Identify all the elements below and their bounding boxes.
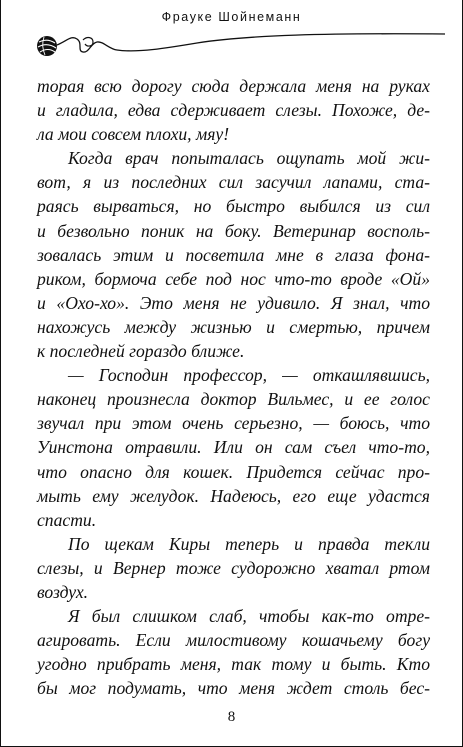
text-line: воздух. xyxy=(37,581,89,602)
text-line: и гладила, едва сдерживает слезы. Похоже, де- xyxy=(37,100,430,121)
text-line: что опасно для кошек. Придется сейчас про- xyxy=(37,461,430,482)
text-line: Когда врач попыталась ощупать мой жи- xyxy=(68,148,430,169)
text-line: агировать. Если милостивому кошачьему богу xyxy=(37,630,430,651)
running-header-author: Фрауке Шойнеманн xyxy=(161,10,302,24)
text-line: — Господин профессор, — откашлявшись, xyxy=(68,365,430,386)
text-line: торая всю дорогу сюда держала меня на руках xyxy=(37,76,430,96)
text-line: к последней гораздо ближе. xyxy=(37,341,245,362)
text-line: звучал при этом очень серьезно, — боюсь, что xyxy=(37,413,430,434)
text-line: угодно прибрать меня, так тому и быть. Кто xyxy=(37,654,430,675)
text-line: и безвольно поник на боку. Ветеринар восполь- xyxy=(37,220,430,241)
body-text xyxy=(37,74,430,700)
text-line: спасти. xyxy=(37,509,97,530)
yarn-ball-icon xyxy=(27,31,447,61)
text-line: Уинстона отравили. Или он сам съел что-то, xyxy=(37,437,430,458)
page-number: 8 xyxy=(227,709,236,725)
text-line: риком, бормоча себе под нос что-то вроде «Ой» xyxy=(37,268,430,289)
text-line: Я был слишком слаб, чтобы как-то отре- xyxy=(68,606,430,627)
text-line: вот, я из последних сил засучил лапами, ста- xyxy=(37,172,430,193)
text-line: и «Охо-хо». Это меня не удивило. Я знал, что xyxy=(37,292,430,313)
text-line: слезы, и Вернер тоже судорожно хватал ртом xyxy=(37,557,430,578)
text-line: зовалась этим и посветила мне в глаза фона- xyxy=(37,244,430,265)
text-line: бы мог подумать, что меня ждет столь бес- xyxy=(37,678,430,699)
text-line: По щекам Киры теперь и правда текли xyxy=(68,533,430,554)
text-line: мыть ему желудок. Надеюсь, его еще удастся xyxy=(37,485,430,506)
text-line: наконец произнесла доктор Вильмес, и ее голос xyxy=(37,389,430,410)
text-line: раясь вырваться, но быстро выбился из сил xyxy=(37,196,430,217)
text-line: нахожусь между жизнью и смертью, причем xyxy=(37,316,430,337)
text-line: ла мои совсем плохи, мяу! xyxy=(37,124,230,145)
